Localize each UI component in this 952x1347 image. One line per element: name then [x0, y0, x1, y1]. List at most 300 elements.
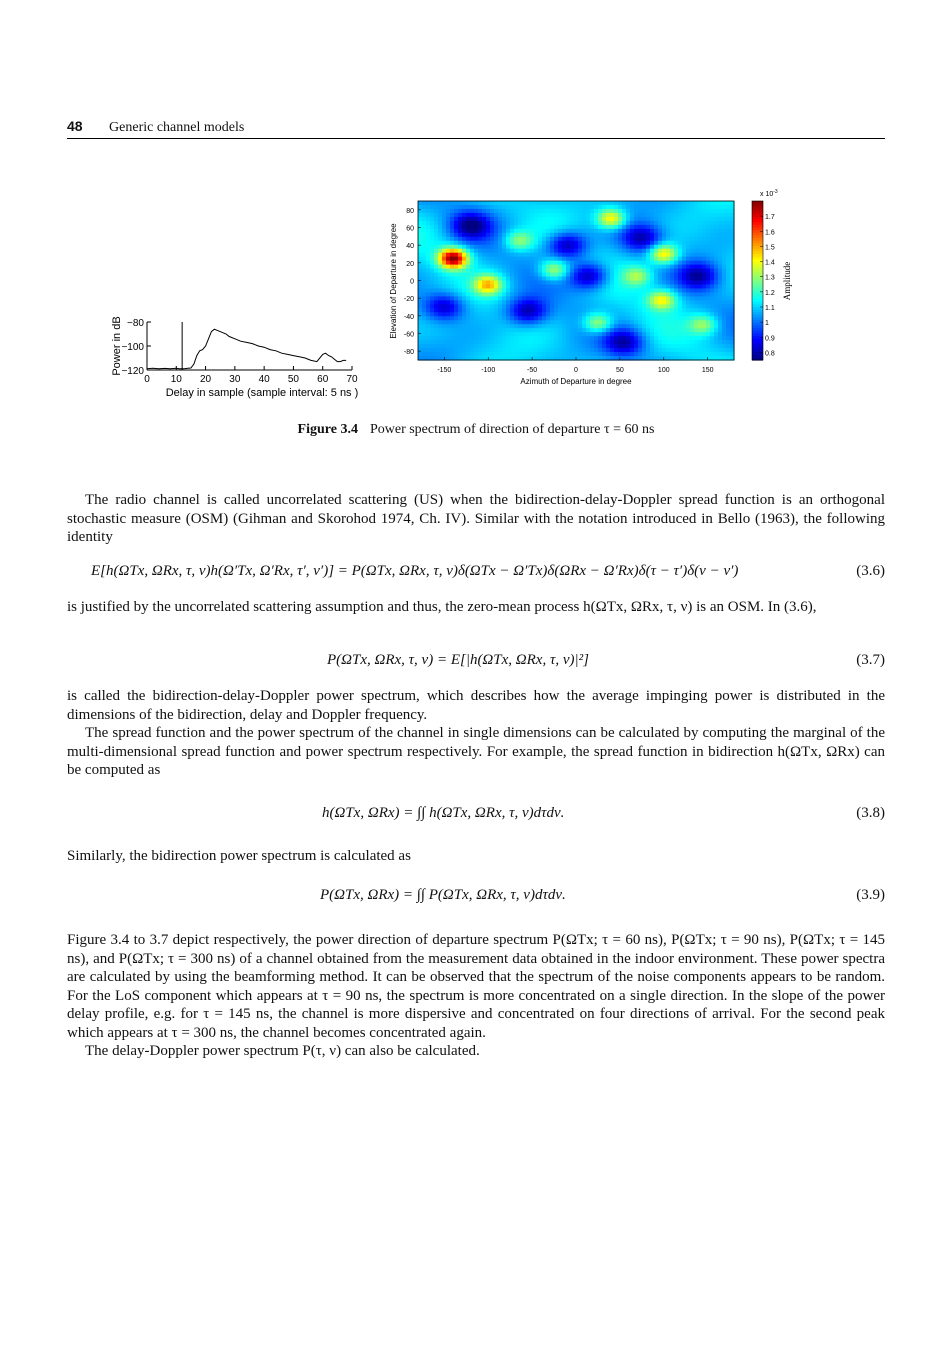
heatmap-cell [670, 288, 675, 293]
heatmap-cell [622, 320, 627, 325]
heatmap-cell [722, 253, 727, 258]
heatmap-cell [710, 292, 715, 297]
heatmap-cell [682, 265, 687, 270]
heatmap-cell [590, 265, 595, 270]
heatmap-cell [666, 316, 671, 321]
heatmap-cell [686, 241, 691, 246]
heatmap-cell [422, 269, 427, 274]
heatmap-cell [542, 332, 547, 337]
heatmap-cell [434, 304, 439, 309]
heatmap-cell [546, 304, 551, 309]
heatmap-cell [682, 269, 687, 274]
heatmap-cell [430, 352, 435, 357]
heatmap-cell [678, 201, 683, 206]
heatmap-cell [562, 213, 567, 218]
heatmap-cell [566, 205, 571, 210]
heatmap-cell [522, 265, 527, 270]
heatmap-cell [510, 288, 515, 293]
heatmap-cell [526, 300, 531, 305]
heatmap-cell [434, 205, 439, 210]
heatmap-cell [574, 213, 579, 218]
colorbar-tick-label: 1.7 [765, 214, 775, 222]
heatmap-cell [494, 336, 499, 341]
heatmap-cell [458, 300, 463, 305]
heatmap-cell [710, 352, 715, 357]
heatmap-cell [638, 324, 643, 329]
heatmap-cell [458, 324, 463, 329]
heatmap-cell [614, 273, 619, 278]
heatmap-cell [518, 348, 523, 353]
heatmap-cell [670, 229, 675, 234]
heatmap-cell [594, 273, 599, 278]
heatmap-cell [422, 320, 427, 325]
heatmap-cell [490, 201, 495, 206]
heatmap-cell [582, 241, 587, 246]
heatmap-cell [594, 332, 599, 337]
heatmap-cell [650, 336, 655, 341]
heatmap-cell [426, 221, 431, 226]
heatmap-cell [522, 352, 527, 357]
heatmap-cell [642, 269, 647, 274]
heatmap-cell [550, 257, 555, 262]
heatmap-cell [566, 209, 571, 214]
heatmap-cell [698, 221, 703, 226]
heatmap-cell [434, 336, 439, 341]
heatmap-cell [682, 257, 687, 262]
heatmap-cell [630, 217, 635, 222]
heatmap-cell [666, 304, 671, 309]
heatmap-cell [458, 308, 463, 313]
heatmap-cell [490, 312, 495, 317]
heatmap-cell [698, 201, 703, 206]
heatmap-cell [678, 273, 683, 278]
heatmap-cell [594, 300, 599, 305]
heatmap-cell [682, 328, 687, 333]
heatmap-cell [558, 233, 563, 238]
heatmap-cell [478, 324, 483, 329]
heatmap-cell [642, 312, 647, 317]
heatmap-cell [586, 201, 591, 206]
heatmap-cell [438, 265, 443, 270]
heatmap-cell [522, 253, 527, 258]
heatmap-cell [422, 273, 427, 278]
heatmap-cell [666, 237, 671, 242]
heatmap-cell [670, 261, 675, 266]
heatmap-cell [682, 316, 687, 321]
heatmap-cell [726, 217, 731, 222]
heatmap-cell [610, 344, 615, 349]
heatmap-cell [642, 225, 647, 230]
heatmap-cell [514, 344, 519, 349]
heatmap-cell [674, 213, 679, 218]
paragraph-3: is called the bidirection-delay-Doppler power spectrum, which describes how the average impinging power is distributed in the dimensions of the bidirection, delay and Doppler frequency. [67, 688, 885, 723]
heatmap-cell [470, 324, 475, 329]
heatmap-cell [530, 316, 535, 321]
heatmap-cell [526, 229, 531, 234]
heatmap-cell [650, 269, 655, 274]
heatmap-cell [554, 300, 559, 305]
heatmap-cell [582, 265, 587, 270]
heatmap-cell [658, 265, 663, 270]
heatmap-cell [634, 241, 639, 246]
heatmap-cell [506, 284, 511, 289]
heatmap-cell [702, 213, 707, 218]
heatmap-cell [554, 217, 559, 222]
heatmap-cell [570, 209, 575, 214]
heatmap-cell [590, 209, 595, 214]
pdp-xtick-label: 40 [258, 374, 270, 385]
heatmap-cell [614, 269, 619, 274]
heatmap-cell [418, 344, 423, 349]
heatmap-cell [542, 245, 547, 250]
heatmap-cell [602, 213, 607, 218]
heatmap-cell [662, 209, 667, 214]
heatmap-cell [582, 221, 587, 226]
heatmap-cell [698, 300, 703, 305]
heatmap-cell [426, 332, 431, 337]
heatmap-cell [658, 328, 663, 333]
heatmap-cell [482, 249, 487, 254]
heatmap-cell [498, 312, 503, 317]
heatmap-cell [618, 273, 623, 278]
heatmap-cell [630, 332, 635, 337]
heatmap-cell [442, 233, 447, 238]
equation-3-9-body: P(ΩTx, ΩRx) = ∫∫ P(ΩTx, ΩRx, τ, ν)dτdν. [320, 887, 566, 903]
heatmap-cell [506, 352, 511, 357]
heatmap-cell [466, 221, 471, 226]
heatmap-cell [686, 233, 691, 238]
heatmap-cell [486, 249, 491, 254]
heatmap-cell [654, 300, 659, 305]
heatmap-cell [474, 304, 479, 309]
heatmap-cell [450, 304, 455, 309]
heatmap-cell [678, 253, 683, 258]
paragraph-2: is justified by the uncorrelated scattering assumption and thus, the zero-mean process h(ΩTx, ΩRx, τ, ν) is an OSM. In (3.6), [67, 599, 817, 615]
heatmap-cell [506, 225, 511, 230]
heatmap-cell [726, 221, 731, 226]
heatmap-cell [622, 201, 627, 206]
heatmap-cell [462, 229, 467, 234]
heatmap-cell [630, 344, 635, 349]
heatmap-cell [502, 245, 507, 250]
heatmap-cell [610, 292, 615, 297]
heatmap-cell [582, 288, 587, 293]
heatmap-cell [514, 245, 519, 250]
heatmap-cell [554, 340, 559, 345]
heatmap-cell [690, 336, 695, 341]
heatmap-cell [538, 292, 543, 297]
heatmap-cell [518, 296, 523, 301]
heatmap-cell [718, 237, 723, 242]
heatmap-cell [654, 288, 659, 293]
heatmap-cell [502, 328, 507, 333]
heatmap-cell [518, 316, 523, 321]
heatmap-cell [682, 281, 687, 286]
heatmap-cell [554, 344, 559, 349]
heatmap-cell [546, 257, 551, 262]
heatmap-cell [638, 205, 643, 210]
heatmap-cell [706, 300, 711, 305]
heatmap-cell [590, 225, 595, 230]
heatmap-cell [638, 201, 643, 206]
heatmap-cell [478, 265, 483, 270]
hm-xtick-label: -50 [527, 367, 538, 374]
heatmap-cell [638, 209, 643, 214]
heatmap-cell [582, 284, 587, 289]
heatmap-cell [590, 320, 595, 325]
heatmap-cell [570, 324, 575, 329]
heatmap-cell [602, 241, 607, 246]
heatmap-cell [638, 344, 643, 349]
heatmap-cell [450, 265, 455, 270]
heatmap-cell [450, 292, 455, 297]
heatmap-cell [446, 229, 451, 234]
heatmap-cell [494, 292, 499, 297]
heatmap-cell [706, 217, 711, 222]
heatmap-cell [526, 245, 531, 250]
heatmap-cell [598, 257, 603, 262]
heatmap-cell [554, 245, 559, 250]
heatmap-cell [646, 328, 651, 333]
heatmap-cell [706, 201, 711, 206]
heatmap-cell [478, 213, 483, 218]
heatmap-cell [578, 292, 583, 297]
heatmap-cell [534, 253, 539, 258]
heatmap-cell [510, 201, 515, 206]
heatmap-cell [726, 284, 731, 289]
heatmap-cell [662, 308, 667, 313]
heatmap-cell [494, 296, 499, 301]
heatmap-cell [678, 300, 683, 305]
heatmap-cell [462, 292, 467, 297]
heatmap-cell [498, 253, 503, 258]
heatmap-cell [718, 213, 723, 218]
heatmap-cell [686, 292, 691, 297]
heatmap-cell [706, 336, 711, 341]
heatmap-cell [554, 237, 559, 242]
heatmap-cell [470, 245, 475, 250]
heatmap-cell [422, 328, 427, 333]
heatmap-cell [526, 352, 531, 357]
heatmap-cell [418, 304, 423, 309]
heatmap-cell [654, 308, 659, 313]
heatmap-cell [426, 229, 431, 234]
heatmap-cell [426, 304, 431, 309]
heatmap-cell [642, 352, 647, 357]
heatmap-cell [578, 328, 583, 333]
heatmap-cell [650, 281, 655, 286]
heatmap-cell [598, 261, 603, 266]
heatmap-cell [670, 277, 675, 282]
heatmap-cell [458, 201, 463, 206]
heatmap-cell [510, 328, 515, 333]
heatmap-cell [482, 241, 487, 246]
heatmap-cell [622, 300, 627, 305]
equation-3-7-body: P(ΩTx, ΩRx, τ, ν) = E[|h(ΩTx, ΩRx, τ, ν)|²] [327, 652, 589, 668]
heatmap-cell [426, 340, 431, 345]
heatmap-cell [538, 213, 543, 218]
heatmap-cell [562, 269, 567, 274]
heatmap-cell [658, 217, 663, 222]
heatmap-cell [702, 217, 707, 222]
heatmap-cell [582, 213, 587, 218]
heatmap-cell [490, 209, 495, 214]
heatmap-cell [650, 229, 655, 234]
heatmap-cell [714, 292, 719, 297]
heatmap-cell [494, 348, 499, 353]
heatmap-cell [594, 296, 599, 301]
heatmap-cell [658, 237, 663, 242]
heatmap-cell [434, 348, 439, 353]
heatmap-cell [446, 213, 451, 218]
heatmap-cell [574, 237, 579, 242]
heatmap-cell [526, 340, 531, 345]
heatmap-cell [602, 253, 607, 258]
heatmap-cell [454, 265, 459, 270]
heatmap-cell [418, 201, 423, 206]
heatmap-cell [686, 281, 691, 286]
heatmap-cell [726, 261, 731, 266]
heatmap-cell [618, 217, 623, 222]
heatmap-cell [594, 237, 599, 242]
heatmap-cell [718, 205, 723, 210]
heatmap-cell [594, 312, 599, 317]
heatmap-cell [718, 336, 723, 341]
heatmap-cell [502, 304, 507, 309]
heatmap-cell [590, 217, 595, 222]
heatmap-cell [618, 225, 623, 230]
heatmap-cell [442, 304, 447, 309]
heatmap-cell [718, 300, 723, 305]
heatmap-cell [450, 288, 455, 293]
heatmap-cell [722, 245, 727, 250]
heatmap-cell [618, 296, 623, 301]
hm-ytick-label: -40 [403, 313, 414, 321]
heatmap-cell [690, 237, 695, 242]
heatmap-cell [490, 284, 495, 289]
heatmap-cell [554, 316, 559, 321]
heatmap-cell [706, 320, 711, 325]
heatmap-cell [510, 269, 515, 274]
heatmap-cell [502, 261, 507, 266]
heatmap-cell [466, 237, 471, 242]
heatmap-cell [638, 296, 643, 301]
heatmap-cell [442, 316, 447, 321]
heatmap-cell [682, 237, 687, 242]
heatmap-cell [538, 205, 543, 210]
body-block-5 [67, 931, 885, 1061]
heatmap-cell [602, 225, 607, 230]
heatmap-cell [562, 336, 567, 341]
heatmap-cell [426, 209, 431, 214]
heatmap-cell [666, 229, 671, 234]
heatmap-cell [702, 225, 707, 230]
heatmap-cell [502, 324, 507, 329]
heatmap-cell [454, 300, 459, 305]
heatmap-cell [718, 320, 723, 325]
heatmap-cell [430, 213, 435, 218]
heatmap-cell [514, 209, 519, 214]
heatmap-cell [442, 292, 447, 297]
heatmap-cell [498, 213, 503, 218]
heatmap-cell [562, 201, 567, 206]
heatmap-cell [466, 257, 471, 262]
heatmap-cell [602, 288, 607, 293]
heatmap-cell [646, 344, 651, 349]
heatmap-cell [450, 284, 455, 289]
heatmap-cell [546, 344, 551, 349]
heatmap-cell [418, 292, 423, 297]
heatmap-cell [670, 308, 675, 313]
heatmap-cell [454, 257, 459, 262]
heatmap-cell [562, 312, 567, 317]
heatmap-cell [650, 324, 655, 329]
heatmap-cell [646, 277, 651, 282]
heatmap-cell [566, 245, 571, 250]
heatmap-cell [562, 332, 567, 337]
heatmap-cell [590, 221, 595, 226]
heatmap-cell [622, 221, 627, 226]
heatmap-cell [570, 237, 575, 242]
heatmap-cell [522, 241, 527, 246]
heatmap-cell [486, 245, 491, 250]
heatmap-cell [422, 348, 427, 353]
heatmap-cell [666, 300, 671, 305]
heatmap-cell [658, 245, 663, 250]
heatmap-cell [526, 308, 531, 313]
heatmap-cell [630, 265, 635, 270]
heatmap-cell [686, 245, 691, 250]
heatmap-cell [498, 328, 503, 333]
heatmap-cell [670, 233, 675, 238]
heatmap-cell [446, 284, 451, 289]
heatmap-cell [454, 348, 459, 353]
heatmap-cell [518, 277, 523, 282]
heatmap-cell [702, 273, 707, 278]
heatmap-cell [698, 281, 703, 286]
heatmap-cell [434, 308, 439, 313]
heatmap-cell [510, 221, 515, 226]
heatmap-cell [634, 265, 639, 270]
heatmap-cell [590, 229, 595, 234]
heatmap-cell [654, 340, 659, 345]
heatmap-cell [714, 304, 719, 309]
heatmap-cell [638, 316, 643, 321]
heatmap-cell [658, 332, 663, 337]
heatmap-cell [562, 253, 567, 258]
heatmap-cell [718, 221, 723, 226]
heatmap-cell [674, 253, 679, 258]
heatmap-cell [482, 257, 487, 262]
heatmap-cell [722, 237, 727, 242]
heatmap-cell [718, 340, 723, 345]
heatmap-cell [670, 281, 675, 286]
hm-xtick-label: 0 [574, 367, 578, 374]
heatmap-cell [426, 265, 431, 270]
heatmap-cell [666, 233, 671, 238]
heatmap-cell [446, 261, 451, 266]
heatmap-cell [458, 344, 463, 349]
heatmap-cell [654, 269, 659, 274]
heatmap-cell [534, 237, 539, 242]
heatmap-cell [482, 201, 487, 206]
heatmap-cell [590, 336, 595, 341]
heatmap-cell [650, 300, 655, 305]
heatmap-cell [426, 320, 431, 325]
heatmap-cell [558, 269, 563, 274]
heatmap-cell [546, 288, 551, 293]
heatmap-cell [638, 229, 643, 234]
